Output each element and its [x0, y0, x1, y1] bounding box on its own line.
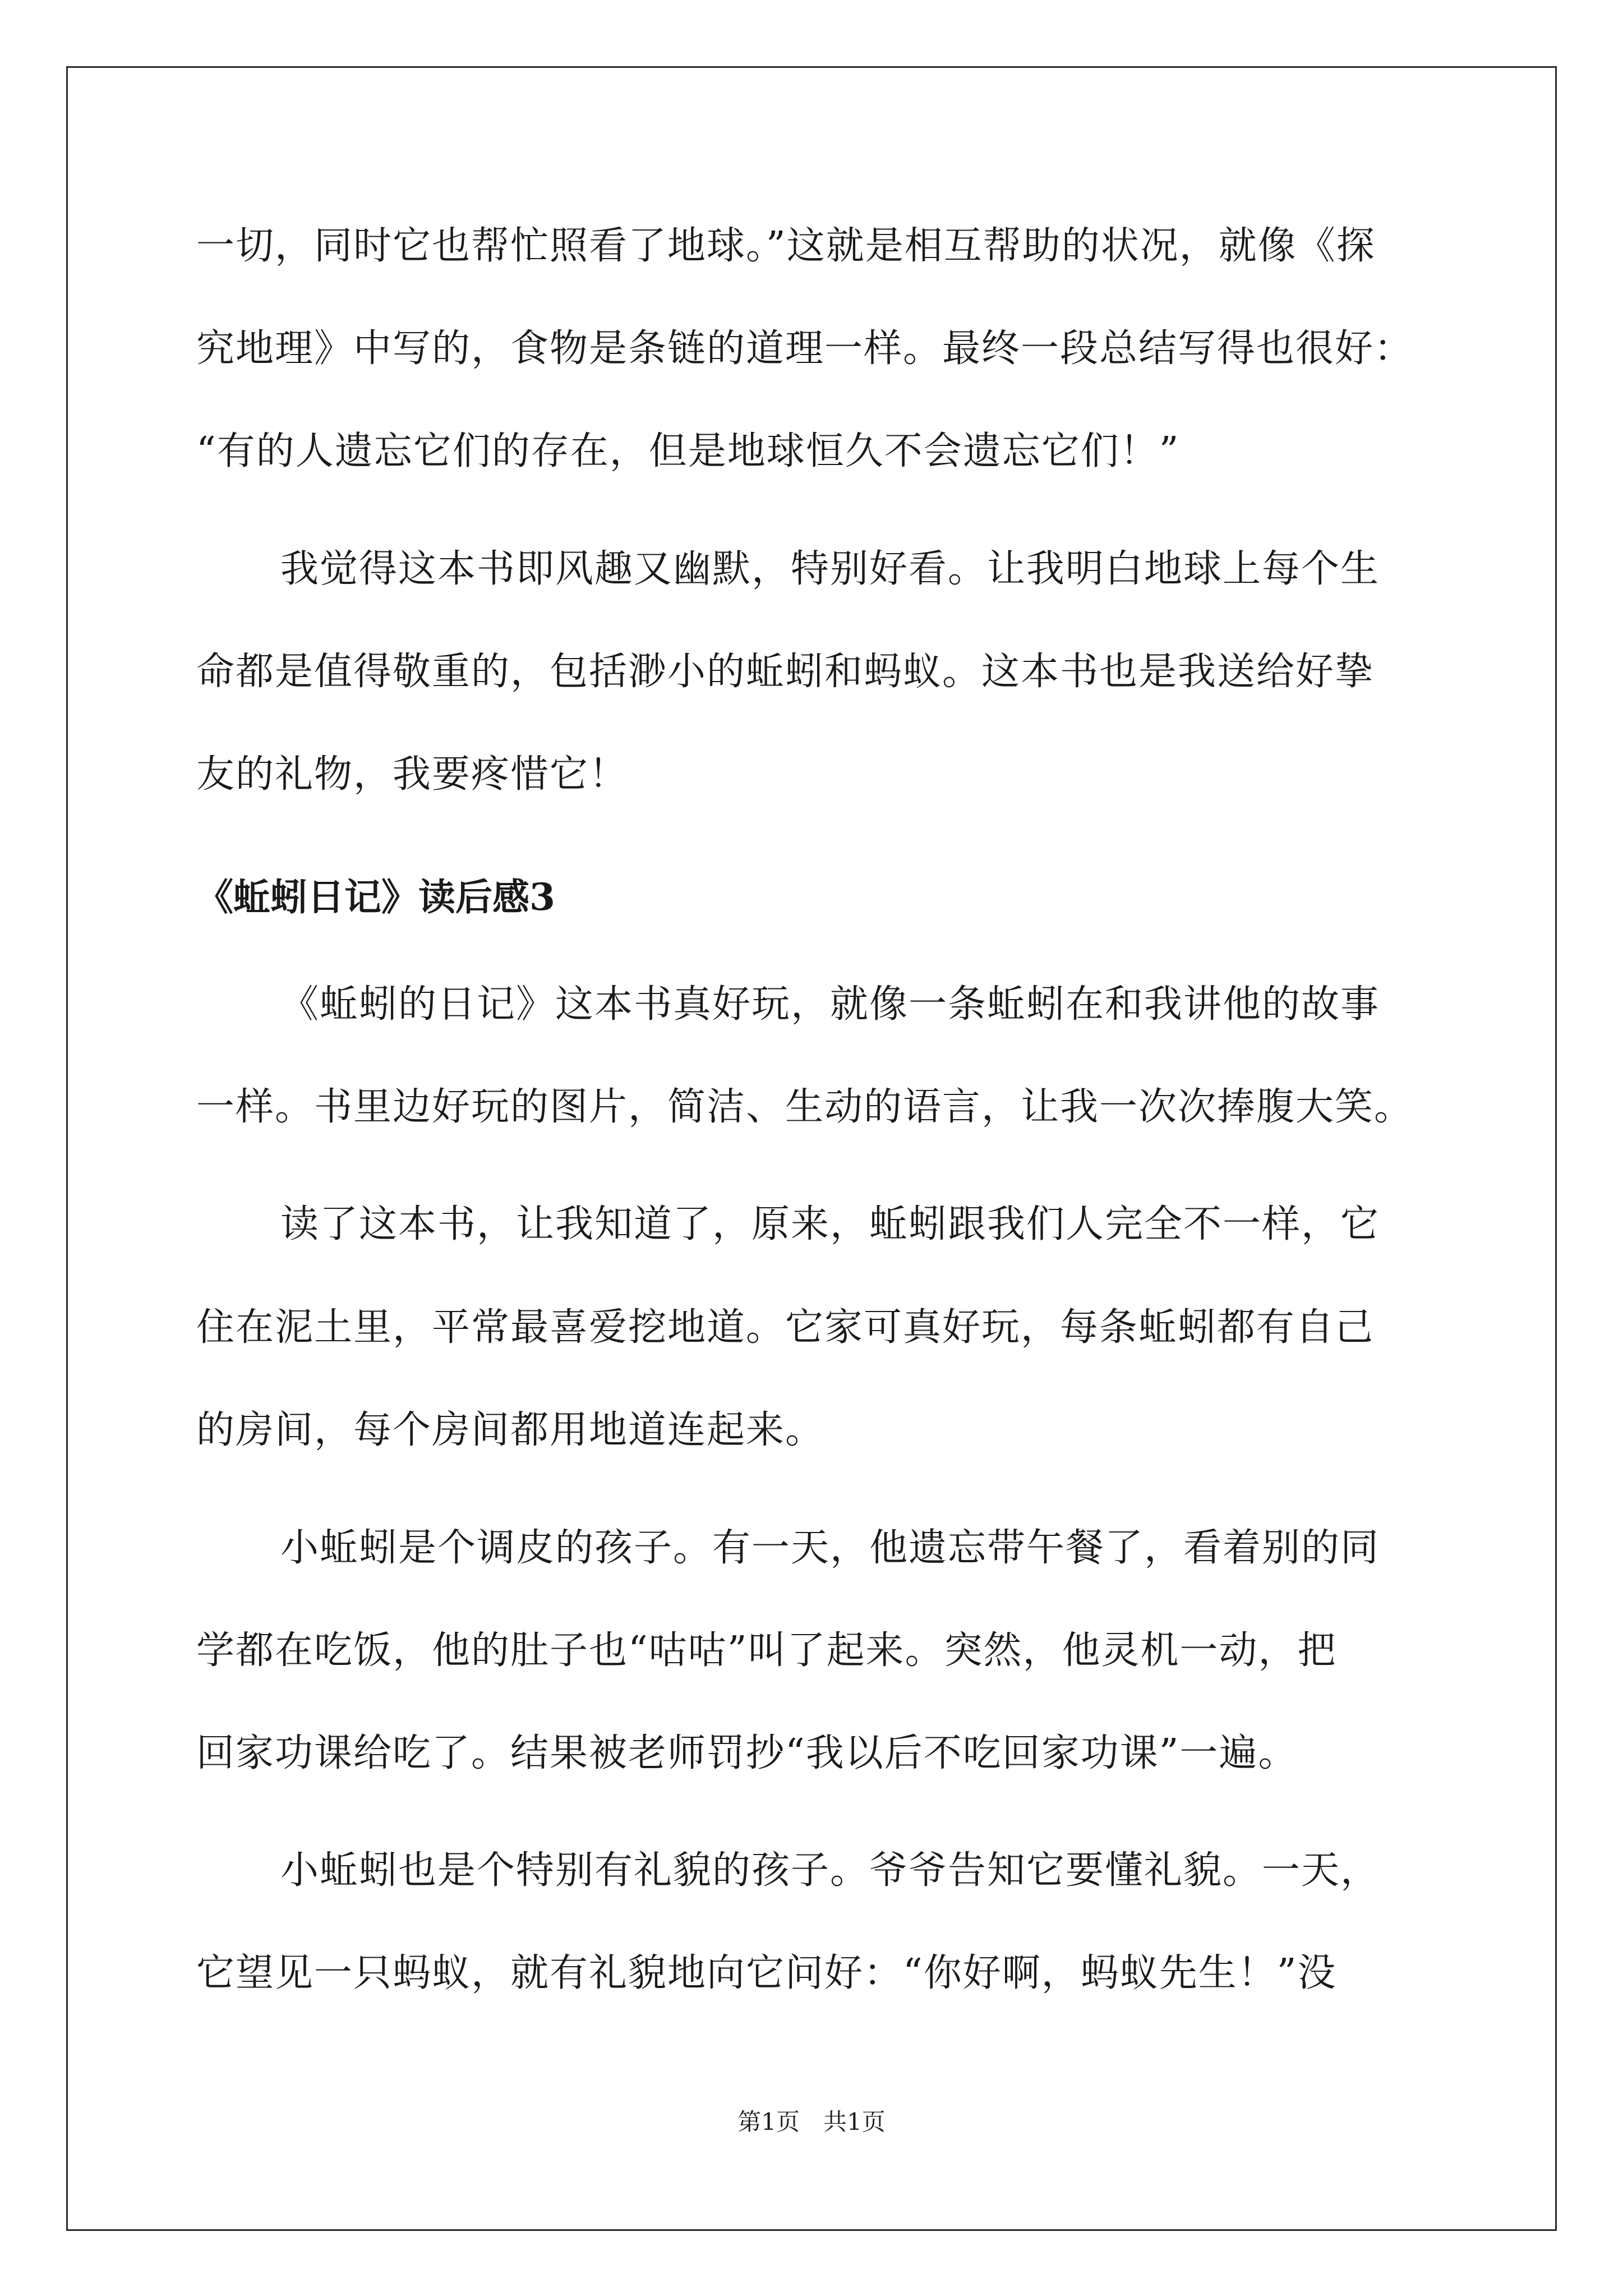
- body-line: 友的礼物，我要疼惜它！: [196, 752, 629, 797]
- body-line: 学都在吃饭，他的肚子也“咕咕”叫了起来。突然，他灵机一动，把: [196, 1628, 1337, 1673]
- paragraph-start: 《蚯蚓的日记》这本书真好玩，就像一条蚯蚓在和我讲他的故事: [280, 982, 1380, 1027]
- body-line: 一切，同时它也帮忙照看了地球。”这就是相互帮助的状况，就像《探: [196, 224, 1376, 268]
- body-line: “有的人遗忘它们的存在，但是地球恒久不会遗忘它们！”: [196, 429, 1180, 473]
- body-line: 究地理》中写的，食物是条链的道理一样。最终一段总结写得也很好：: [196, 326, 1414, 371]
- paragraph-start: 读了这本书，让我知道了，原来，蚯蚓跟我们人完全不一样，它: [280, 1202, 1380, 1246]
- paragraph-start: 小蚯蚓也是个特别有礼貌的孩子。爷爷告知它要懂礼貌。一天，: [280, 1848, 1380, 1893]
- body-line: 命都是值得敬重的，包括渺小的蚯蚓和蚂蚁。这本书也是我送给好挚: [196, 650, 1375, 694]
- body-line: 它望见一只蚂蚁，就有礼貌地向它问好：“你好啊，蚂蚁先生！”没: [196, 1951, 1337, 1995]
- body-line: 的房间，每个房间都用地道连起来。: [196, 1408, 825, 1452]
- page-number-footer: 第1页 共1页: [737, 2108, 886, 2136]
- section-heading: 《蚯蚓日记》读后感3: [196, 875, 555, 919]
- paragraph-start: 我觉得这本书即风趣又幽默，特别好看。让我明白地球上每个生: [280, 547, 1380, 591]
- body-line: 住在泥土里，平常最喜爱挖地道。它家可真好玩，每条蚯蚓都有自己: [196, 1305, 1375, 1350]
- paragraph-start: 小蚯蚓是个调皮的孩子。有一天，他遗忘带午餐了，看着别的同: [280, 1526, 1380, 1570]
- page-border: [66, 66, 1557, 2231]
- body-line: 一样。书里边好玩的图片，简洁、生动的语言，让我一次次捧腹大笑。: [196, 1085, 1414, 1129]
- body-line: 回家功课给吃了。结果被老师罚抄“我以后不吃回家功课”一遍。: [196, 1731, 1298, 1775]
